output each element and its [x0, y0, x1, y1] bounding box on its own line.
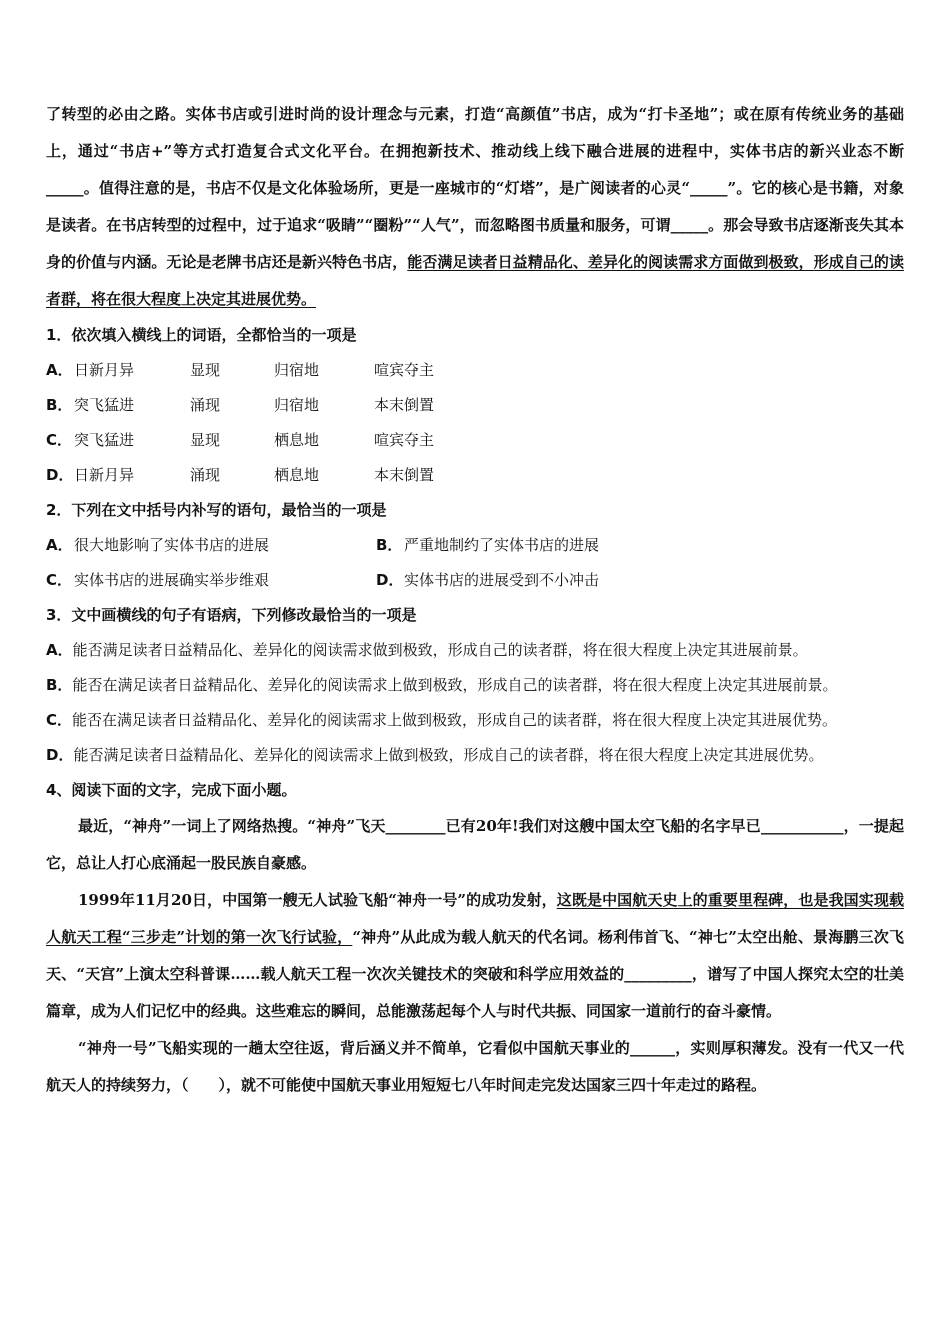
option-word: 栖息地: [274, 466, 320, 484]
q2-options-row-2: [46, 563, 904, 598]
option-word: 突飞猛进: [74, 431, 135, 449]
q1-option-c[interactable]: [46, 423, 904, 458]
option-word: 本末倒置: [374, 396, 435, 414]
option-key: B．: [46, 396, 73, 414]
option-word: 涌现: [190, 396, 221, 414]
question-1-stem: 1．依次填入横线上的词语，全都恰当的一项是: [46, 326, 357, 344]
option-key: A．: [46, 641, 73, 659]
option-word: 日新月异: [74, 466, 135, 484]
q2-option-d[interactable]: [376, 563, 706, 598]
option-key: B．: [46, 676, 73, 694]
option-word: 显现: [190, 361, 221, 379]
q3-option-a[interactable]: [46, 633, 904, 668]
option-word: 栖息地: [274, 431, 320, 449]
option-text: 实体书店的进展受到不小冲击: [404, 571, 600, 589]
option-text: 能否满足读者日益精品化、差异化的阅读需求上做到极致，形成自己的读者群，将在很大程度上决定其进展优势。: [73, 746, 824, 764]
q4-paragraph-2: [46, 882, 904, 1030]
option-text: 能否满足读者日益精品化、差异化的阅读需求做到极致，形成自己的读者群，将在很大程度上决定其进展前景。: [72, 641, 808, 659]
q2-option-a[interactable]: [46, 528, 376, 563]
option-word: 涌现: [190, 466, 221, 484]
option-key: D．: [376, 571, 404, 589]
question-4-stem: 4、阅读下面的文字，完成下面小题。: [46, 781, 297, 799]
option-text: 很大地影响了实体书店的进展: [74, 536, 270, 554]
option-word: 归宿地: [274, 361, 320, 379]
q4-paragraph-1: 最近，“神舟”一词上了网络热搜。“神舟”飞天________已有20年!我们对这艘中国太空飞船的名字早已___________，一提起它，总让人打心底涌起一股民族自豪感。: [46, 817, 904, 872]
document-page: [46, 96, 904, 1104]
option-key: D．: [46, 466, 74, 484]
q2-option-b[interactable]: [376, 528, 706, 563]
option-word: 本末倒置: [374, 466, 435, 484]
option-word: 归宿地: [274, 396, 320, 414]
option-text: 能否在满足读者日益精品化、差异化的阅读需求上做到极致，形成自己的读者群，将在很大程度上决定其进展优势。: [72, 711, 838, 729]
option-word: 日新月异: [74, 361, 135, 379]
option-key: A．: [46, 361, 73, 379]
option-key: C．: [46, 711, 73, 729]
q1-option-d[interactable]: [46, 458, 904, 493]
option-key: C．: [46, 431, 73, 449]
q2-options-row-1: [46, 528, 904, 563]
underlined-sentence: 能否满足读者日益精品化、差异化的阅读需求方面做到极致，形成自己的读者群，将在很大程度上决定其进展优势。: [46, 253, 904, 308]
option-word: 喧宾夺主: [374, 361, 435, 379]
option-key: A．: [46, 536, 73, 554]
passage-text: 了转型的必由之路。实体书店或引进时尚的设计理念与元素，打造“高颜值”书店，成为“打卡圣地”；或在原有传统业务的基础上，通过“书店+”等方式打造复合式文化平台。在拥抱新技术、推动线上线下融合进展的进程中，实体书店的新兴业态不断_____。值得注意的是，书店不仅是文化体验场所，更是一座城市的“灯塔”，是广阅读者的心灵“_____”。它的核心是书籍，对象是读者。在书店转型的过程中，过于追求“吸睛”“圈粉”“人气”，而忽略图书质量和服务，可谓_____。那会导致书店逐渐丧失其本身的价值与内涵。无论是老牌书店还是新兴特色书店，: [46, 105, 904, 271]
q1-option-a[interactable]: [46, 353, 904, 388]
question-2-stem: 2．下列在文中括号内补写的语句，最恰当的一项是: [46, 501, 387, 519]
passage-paragraph: [46, 96, 904, 318]
option-key: B．: [376, 536, 403, 554]
q1-option-b[interactable]: [46, 388, 904, 423]
option-word: 突飞猛进: [74, 396, 135, 414]
option-key: C．: [46, 571, 73, 589]
q3-option-d[interactable]: [46, 738, 904, 773]
option-text: 能否在满足读者日益精品化、差异化的阅读需求上做到极致，形成自己的读者群，将在很大程度上决定其进展前景。: [72, 676, 838, 694]
question-3-stem: 3．文中画横线的句子有语病，下列修改最恰当的一项是: [46, 606, 417, 624]
q3-option-b[interactable]: [46, 668, 904, 703]
option-text: 严重地制约了实体书店的进展: [404, 536, 600, 554]
q2-option-c[interactable]: [46, 563, 376, 598]
option-word: 喧宾夺主: [374, 431, 435, 449]
option-word: 显现: [190, 431, 221, 449]
option-text: 实体书店的进展确实举步维艰: [74, 571, 270, 589]
q4-paragraph-3: “神舟一号”飞船实现的一趟太空往返，背后涵义并不简单，它看似中国航天事业的______，实则厚积薄发。没有一代又一代航天人的持续努力，（ ），就不可能使中国航天事业用短短七八年时间走完发达国家三四十年走过的路程。: [46, 1039, 904, 1094]
option-key: D．: [46, 746, 74, 764]
q3-option-c[interactable]: [46, 703, 904, 738]
q4-underlined-sentence: 这既是中国航天史上的重要里程碑，也是我国实现载人航天工程“三步走”计划的第一次飞行试验，: [46, 891, 904, 946]
q4-paragraph-2-lead: 1999年11月20日，中国第一艘无人试验飞船“神舟一号”的成功发射，: [78, 891, 557, 909]
q4-paragraph-2-rest: “神舟”从此成为载人航天的代名词。杨利伟首飞、“神七”太空出舱、景海鹏三次飞天、“天宫”上演太空科普课……载人航天工程一次次关键技术的突破和科学应用效益的_________，谱写了中国人探究太空的壮美篇章，成为人们记忆中的经典。这些难忘的瞬间，总能激荡起每个人与时代共振、同国家一道前行的奋斗豪情。: [46, 928, 905, 1020]
